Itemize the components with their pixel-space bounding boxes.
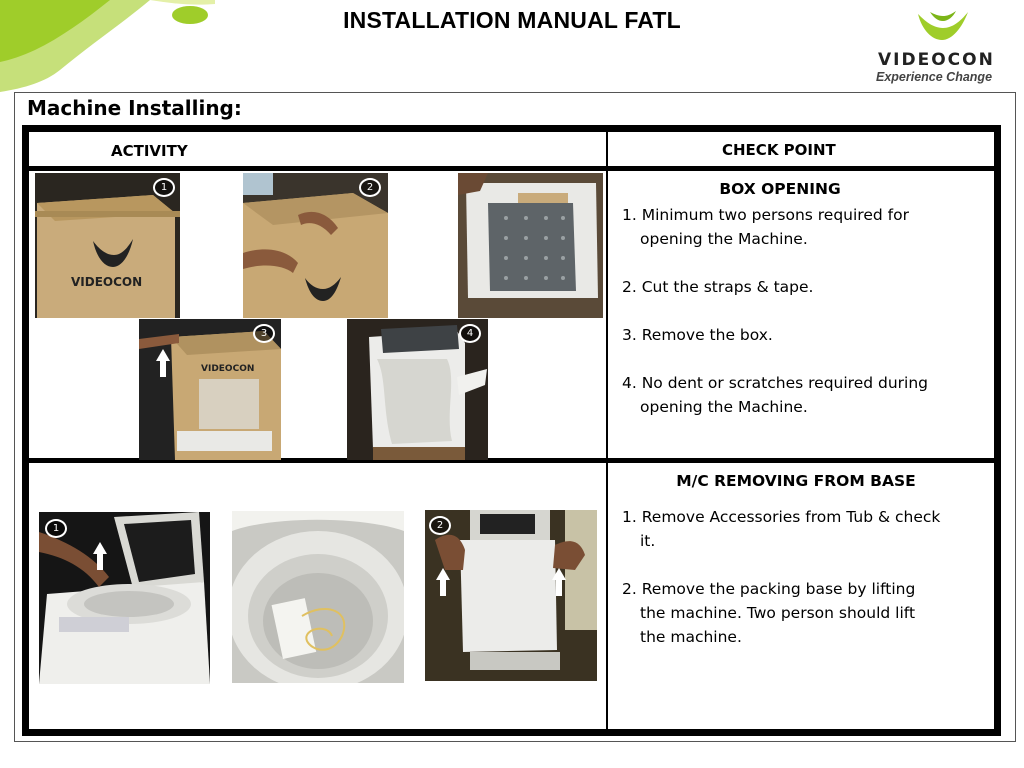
photo-number-badge: 1 <box>153 178 175 197</box>
removing-step-2: 2. Remove the packing base by lifting the machine. Two person should lift the machine. <box>622 580 916 646</box>
logo-brand-text: VIDEOCON <box>878 50 995 70</box>
photo-number-badge: 2 <box>359 178 381 197</box>
removing-photo-2 <box>425 510 597 681</box>
removing-steps <box>622 505 942 673</box>
activity-header-cell <box>29 132 606 166</box>
box-photo-4 <box>347 319 488 460</box>
box-brand-text: VIDEOCON <box>201 364 255 374</box>
box-opening-steps <box>622 203 952 443</box>
box-photo-2 <box>243 173 388 318</box>
box-brand-text: VIDEOCON <box>71 275 143 289</box>
photo-number-badge: 2 <box>429 516 451 535</box>
box-opening-heading: BOX OPENING <box>719 180 841 198</box>
removing-photo-1 <box>39 512 210 684</box>
logo-tagline: Experience Change <box>876 70 993 84</box>
checkpoint-header: CHECK POINT <box>722 141 836 159</box>
box-photo-1 <box>35 173 180 318</box>
box-photo-3 <box>139 319 281 460</box>
videocon-logo <box>870 8 1022 90</box>
box-photo-top-open <box>458 173 603 318</box>
removing-step-1: 1. Remove Accessories from Tub & check it. <box>622 508 941 550</box>
checkpoint-header-cell <box>608 132 994 166</box>
activity-header: ACTIVITY <box>111 142 188 160</box>
box-opening-step-4: 4. No dent or scratches required during opening the Machine. <box>622 374 929 416</box>
photo-number-badge: 1 <box>45 519 67 538</box>
removing-photo-tub <box>232 511 404 683</box>
box-opening-step-2: 2. Cut the straps & tape. <box>622 278 814 296</box>
section-title: Machine Installing: <box>27 96 242 120</box>
page-title: INSTALLATION MANUAL FATL <box>343 7 681 33</box>
box-opening-step-3: 3. Remove the box. <box>622 326 773 344</box>
removing-heading: M/C REMOVING FROM BASE <box>676 472 916 490</box>
photo-number-badge: 4 <box>459 324 481 343</box>
box-opening-step-1: 1. Minimum two persons required for opening the Machine. <box>622 206 909 248</box>
photo-number-badge: 3 <box>253 324 275 343</box>
